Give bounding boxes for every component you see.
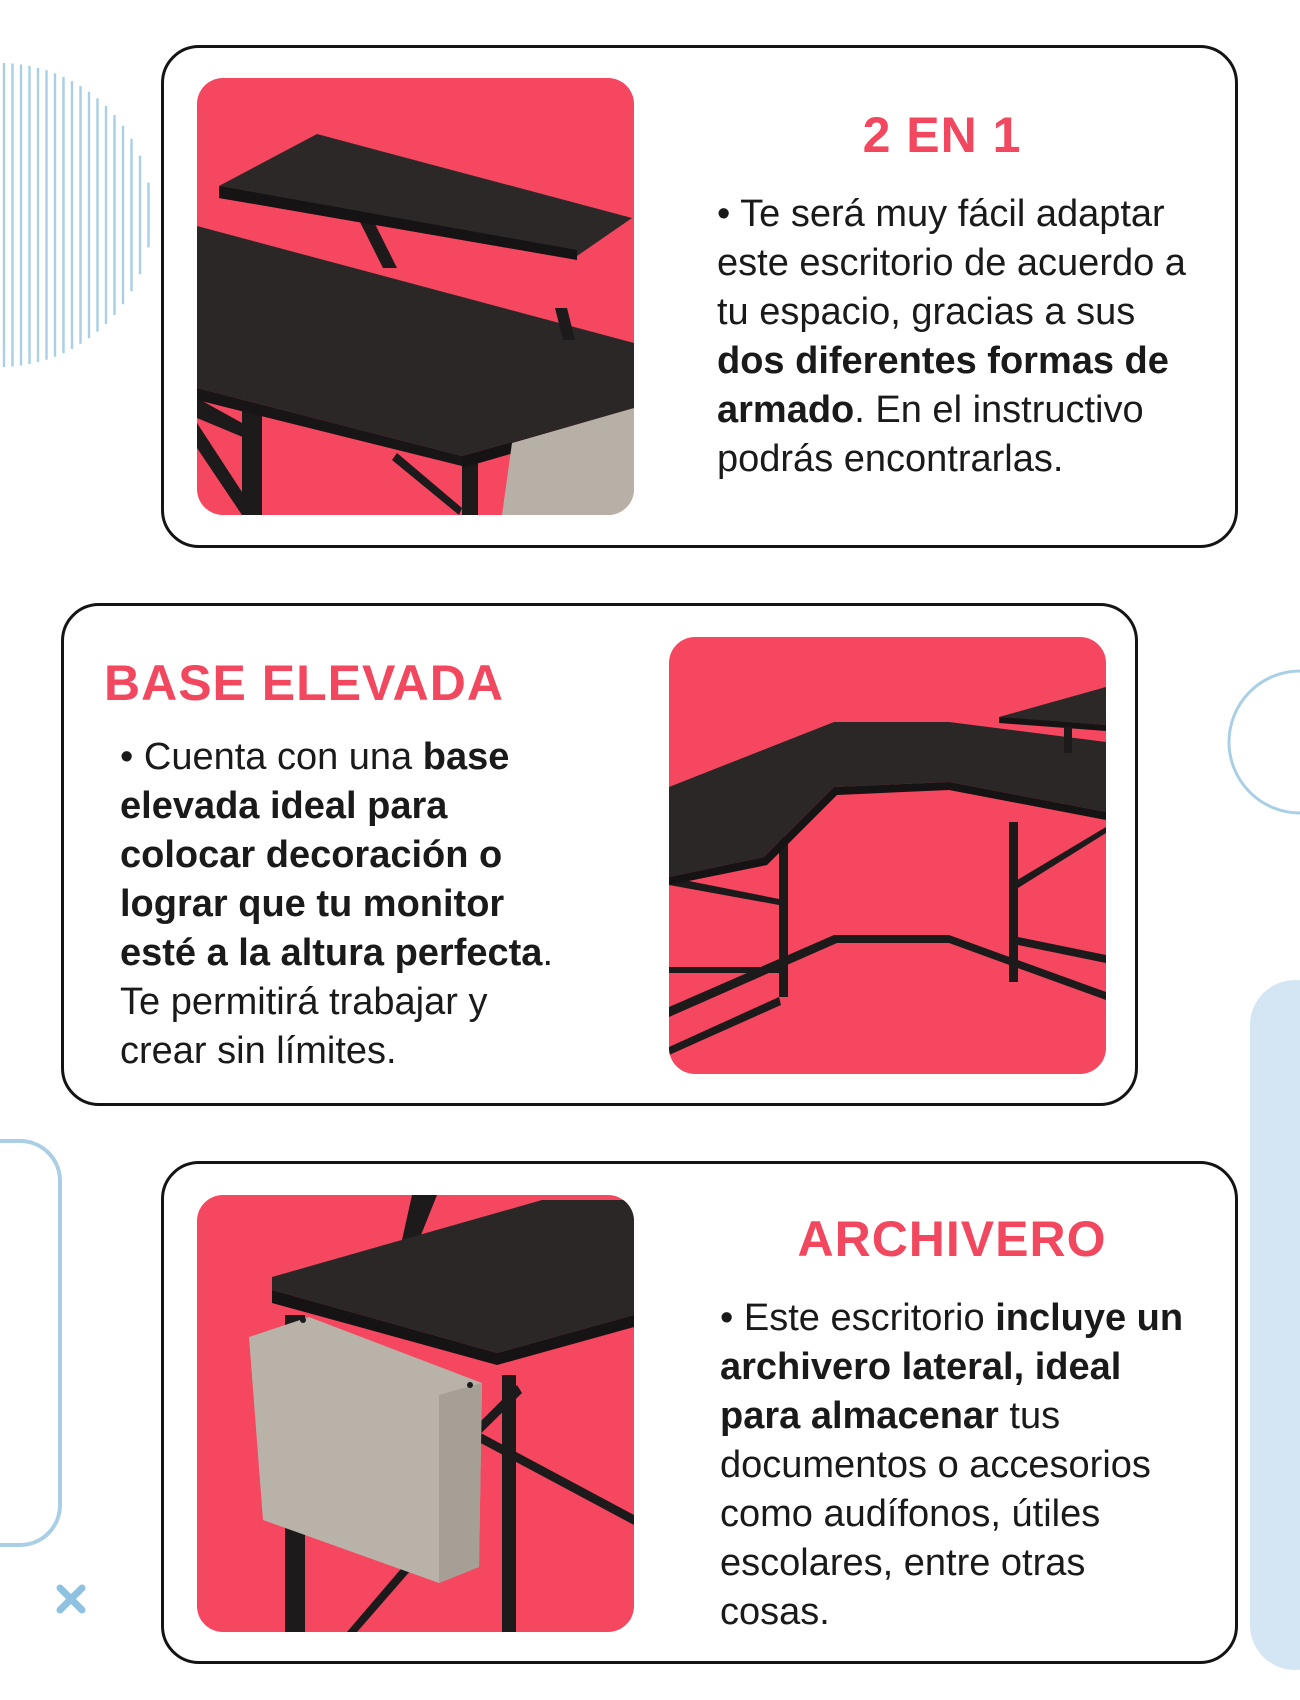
desk-photo-file-organizer [197,1195,634,1632]
bullet-icon: • [120,736,134,778]
feature-card-file-organizer [161,1161,1238,1664]
highlight-text: dos diferentes formas de armado [717,340,1169,431]
body-text-segment: Te será muy fácil adaptar este escritorio de acuerdo a tu espacio, gracias a sus [717,193,1186,333]
bullet-icon: • [717,193,731,235]
outline-circle-decoration [1220,665,1300,825]
desk-photo-two-in-one [197,78,634,515]
cross-icon [55,1583,87,1615]
body-text-segment: . Te permitirá trabajar y crear sin límites. [120,932,553,1072]
filled-pill-decoration [1250,980,1300,1670]
striped-semicircle-decoration [0,60,160,370]
section-description [717,190,1187,484]
body-text-segment: Este escritorio [733,1297,996,1339]
section-description [120,733,580,1076]
highlight-text: incluye un archivero lateral, ideal para almacenar [720,1297,1184,1437]
section-title: ARCHIVERO [797,1211,1107,1267]
section-description [720,1294,1200,1637]
feature-card-raised-base [61,603,1138,1106]
section-title: 2 EN 1 [862,107,1022,163]
outline-pill-decoration [0,1138,70,1548]
feature-card-two-in-one [161,45,1238,548]
body-text-segment: Cuenta con una [133,736,423,778]
highlight-text: base elevada ideal para colocar decoración o lograr que tu monitor esté a la altura perfecta [120,736,543,974]
body-text-segment: . En el instructivo podrás encontrarlas. [717,389,1144,480]
bullet-icon: • [720,1297,734,1339]
desk-photo-raised-base [669,637,1106,1074]
section-title: BASE ELEVADA [103,655,504,711]
body-text-segment: tus documentos o accesorios como audífonos, útiles escolares, entre otras cosas. [720,1395,1151,1633]
